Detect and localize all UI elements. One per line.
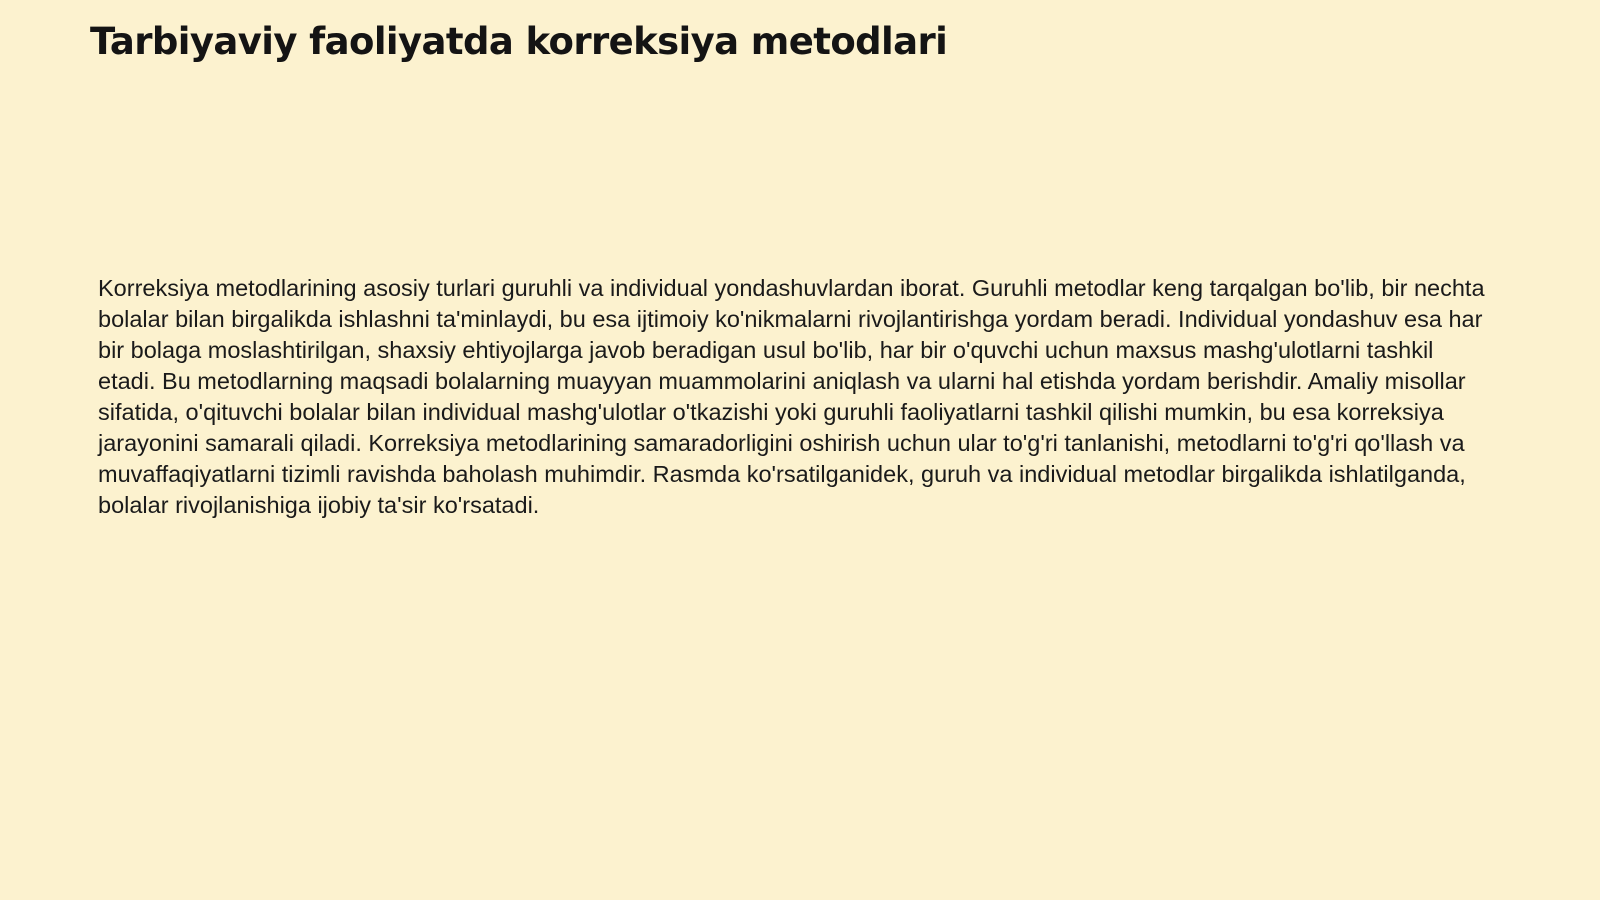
slide-body-text: Korreksiya metodlarining asosiy turlari guruhli va individual yondashuvlardan iborat. Guruhli metodlar keng tarqalgan bo'lib, bir nechta bolalar bilan birgalikda ishlashni ta'minlaydi, bu esa ijtimoiy ko'nikmalarni rivojlantirishga yordam beradi. Individual yondashuv esa har bir bolaga moslashtirilgan, shaxsiy ehtiyojlarga javob beradigan usul bo'lib, har bir o'quvchi uchun maxsus mashg'ulotlarni tashkil etadi. Bu metodlarning maqsadi bolalarning muayyan muammolarini aniqlash va ularni hal etishda yordam berishdir. Amaliy misollar sifatida, o'qituvchi bolalar bilan individual mashg'ulotlar o'tkazishi yoki guruhli faoliyatlarni tashkil qilishi mumkin, bu esa korreksiya jarayonini samarali qiladi. Korreksiya metodlarining samaradorligini oshirish uchun ular to'g'ri tanlanishi, metodlarni to'g'ri qo'llash va muvaffaqiyatlarni tizimli ravishda baholash muhimdir. Rasmda ko'rsatilganidek, guruh va individual metodlar birgalikda ishlatilganda, bolalar rivojlanishiga ijobiy ta'sir ko'rsatadi. (98, 275, 1485, 518)
slide-title: Tarbiyaviy faoliyatda korreksiya metodlari (90, 20, 948, 63)
